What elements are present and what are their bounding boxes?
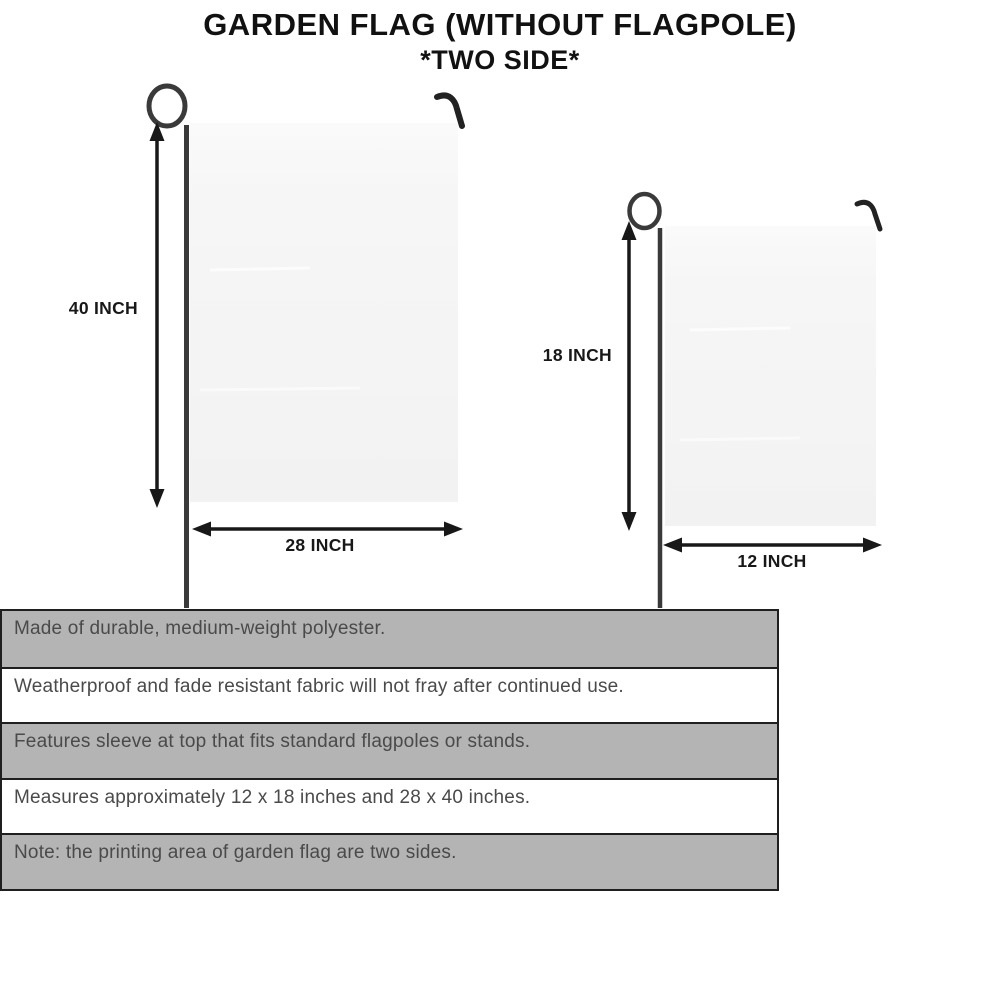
small-flag-hook (857, 202, 880, 229)
feature-row: Weatherproof and fade resistant fabric will not fray after continued use. (2, 667, 777, 723)
large-flag-width-label: 28 INCH (285, 535, 355, 555)
fold-streak (200, 388, 360, 390)
small-flag-fabric (665, 226, 876, 526)
large-flag-height-arrow (150, 122, 165, 508)
page-subtitle: *TWO SIDE* (420, 44, 580, 75)
feature-row: Note: the printing area of garden flag are two sides. (2, 833, 777, 889)
small-flag-group (622, 194, 883, 608)
feature-row: Made of durable, medium-weight polyester. (2, 611, 777, 667)
small-flag-width-label: 12 INCH (737, 551, 807, 571)
feature-row: Features sleeve at top that fits standard flagpoles or stands. (2, 722, 777, 778)
small-flag-pole-loop (630, 194, 660, 228)
large-flag-group (149, 86, 463, 608)
large-flag-height-label: 40 INCH (68, 298, 138, 318)
large-flag-pole-loop (149, 86, 185, 126)
page-title: GARDEN FLAG (WITHOUT FLAGPOLE) (203, 7, 797, 42)
fold-streak (690, 328, 790, 330)
small-flag-height-label: 18 INCH (542, 345, 612, 365)
fold-streak (680, 438, 800, 440)
small-flag-height-arrow (622, 221, 637, 531)
large-flag-hook (437, 95, 462, 126)
features-table (0, 609, 779, 891)
fold-streak (210, 268, 310, 270)
large-flag-fabric (190, 123, 458, 502)
feature-row: Measures approximately 12 x 18 inches and 28 x 40 inches. (2, 778, 777, 834)
